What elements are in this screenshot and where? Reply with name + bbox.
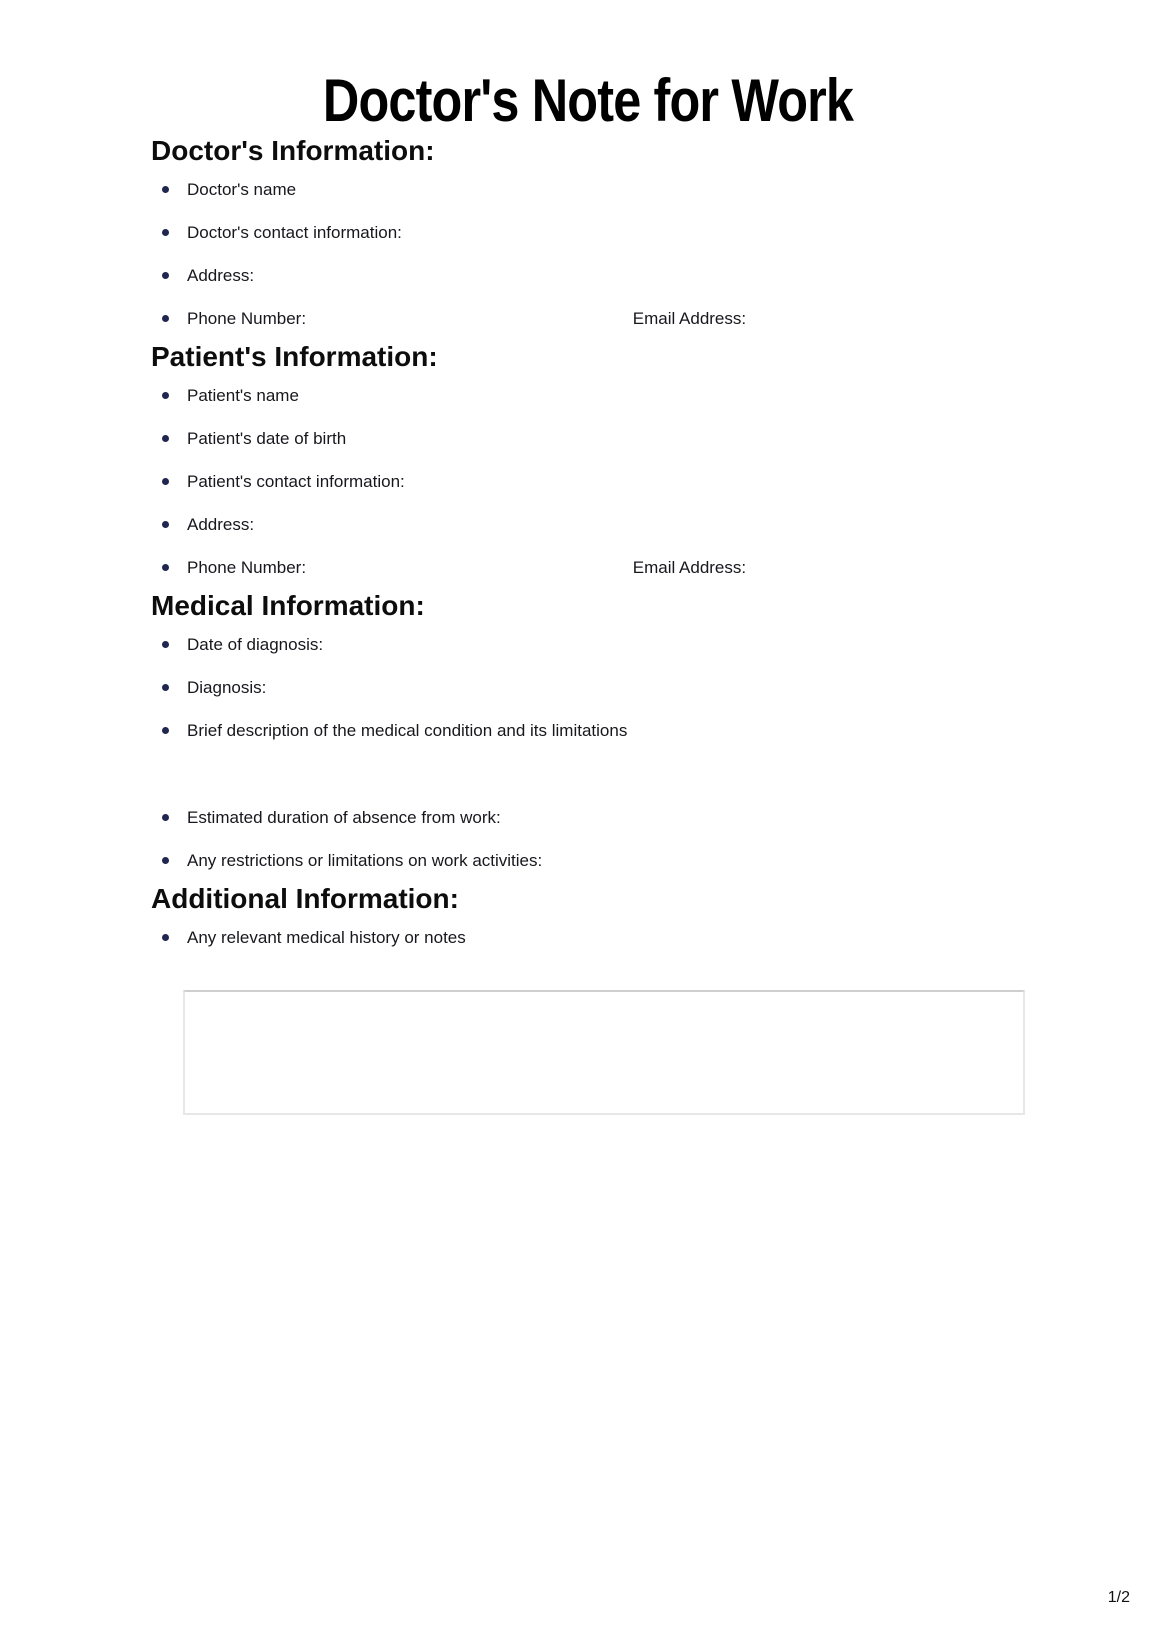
list-item bbox=[151, 666, 1116, 709]
list-item bbox=[151, 211, 1116, 254]
bullet-icon bbox=[162, 857, 169, 864]
list-item bbox=[151, 839, 1116, 882]
bullet-icon bbox=[162, 272, 169, 279]
doctors-information-list bbox=[151, 168, 1116, 340]
section-heading-medical-information: Medical Information: bbox=[151, 590, 425, 621]
list-item bbox=[151, 623, 1116, 666]
email-label: Email Address: bbox=[632, 309, 747, 328]
list-item-label: Doctor's name bbox=[187, 180, 297, 199]
list-item-label: Brief description of the medical condition and its limitations bbox=[187, 721, 628, 740]
list-item-label: Any restrictions or limitations on work activities: bbox=[187, 851, 543, 870]
list-item-label: Diagnosis: bbox=[187, 678, 267, 697]
list-item-label: Doctor's contact information: bbox=[187, 223, 402, 242]
phone-label: Phone Number: bbox=[187, 309, 307, 328]
list-item-label: Patient's date of birth bbox=[187, 429, 347, 448]
list-item-label: Date of diagnosis: bbox=[187, 635, 324, 654]
list-item-label: Address: bbox=[187, 515, 255, 534]
list-item bbox=[151, 254, 1116, 297]
list-item-label: Estimated duration of absence from work: bbox=[187, 808, 501, 827]
bullet-icon bbox=[162, 934, 169, 941]
list-item-label: Patient's name bbox=[187, 386, 299, 405]
bullet-icon bbox=[162, 315, 169, 322]
list-item bbox=[151, 297, 1116, 340]
bullet-icon bbox=[162, 564, 169, 571]
list-item bbox=[151, 417, 1116, 460]
patients-information-list bbox=[151, 374, 1116, 589]
list-item bbox=[151, 460, 1116, 503]
list-item bbox=[151, 709, 1116, 752]
bullet-icon bbox=[162, 814, 169, 821]
bullet-icon bbox=[162, 392, 169, 399]
bullet-icon bbox=[162, 229, 169, 236]
section-heading-patients-information: Patient's Information: bbox=[151, 341, 438, 372]
section-heading-additional-information: Additional Information: bbox=[151, 883, 459, 914]
bullet-icon bbox=[162, 727, 169, 734]
document-content bbox=[0, 134, 1176, 1115]
list-item-label: Patient's contact information: bbox=[187, 472, 405, 491]
list-item bbox=[151, 374, 1116, 417]
bullet-icon bbox=[162, 641, 169, 648]
list-item-label: Any relevant medical history or notes bbox=[187, 928, 466, 947]
list-item-label: Address: bbox=[187, 266, 255, 285]
list-item bbox=[151, 796, 1116, 839]
list-item bbox=[151, 168, 1116, 211]
list-item bbox=[151, 503, 1116, 546]
page-number: 1/2 bbox=[1107, 1589, 1130, 1606]
bullet-icon bbox=[162, 684, 169, 691]
additional-information-list bbox=[151, 916, 1116, 959]
bullet-icon bbox=[162, 478, 169, 485]
notes-input-box[interactable] bbox=[183, 990, 1025, 1115]
bullet-icon bbox=[162, 435, 169, 442]
email-label: Email Address: bbox=[632, 558, 747, 577]
page-title: Doctor's Note for Work bbox=[322, 67, 854, 134]
list-item bbox=[151, 546, 1116, 589]
section-heading-doctors-information: Doctor's Information: bbox=[151, 135, 435, 166]
phone-label: Phone Number: bbox=[187, 558, 307, 577]
bullet-icon bbox=[162, 521, 169, 528]
bullet-icon bbox=[162, 186, 169, 193]
medical-information-list bbox=[151, 623, 1116, 882]
list-item bbox=[151, 916, 1116, 959]
